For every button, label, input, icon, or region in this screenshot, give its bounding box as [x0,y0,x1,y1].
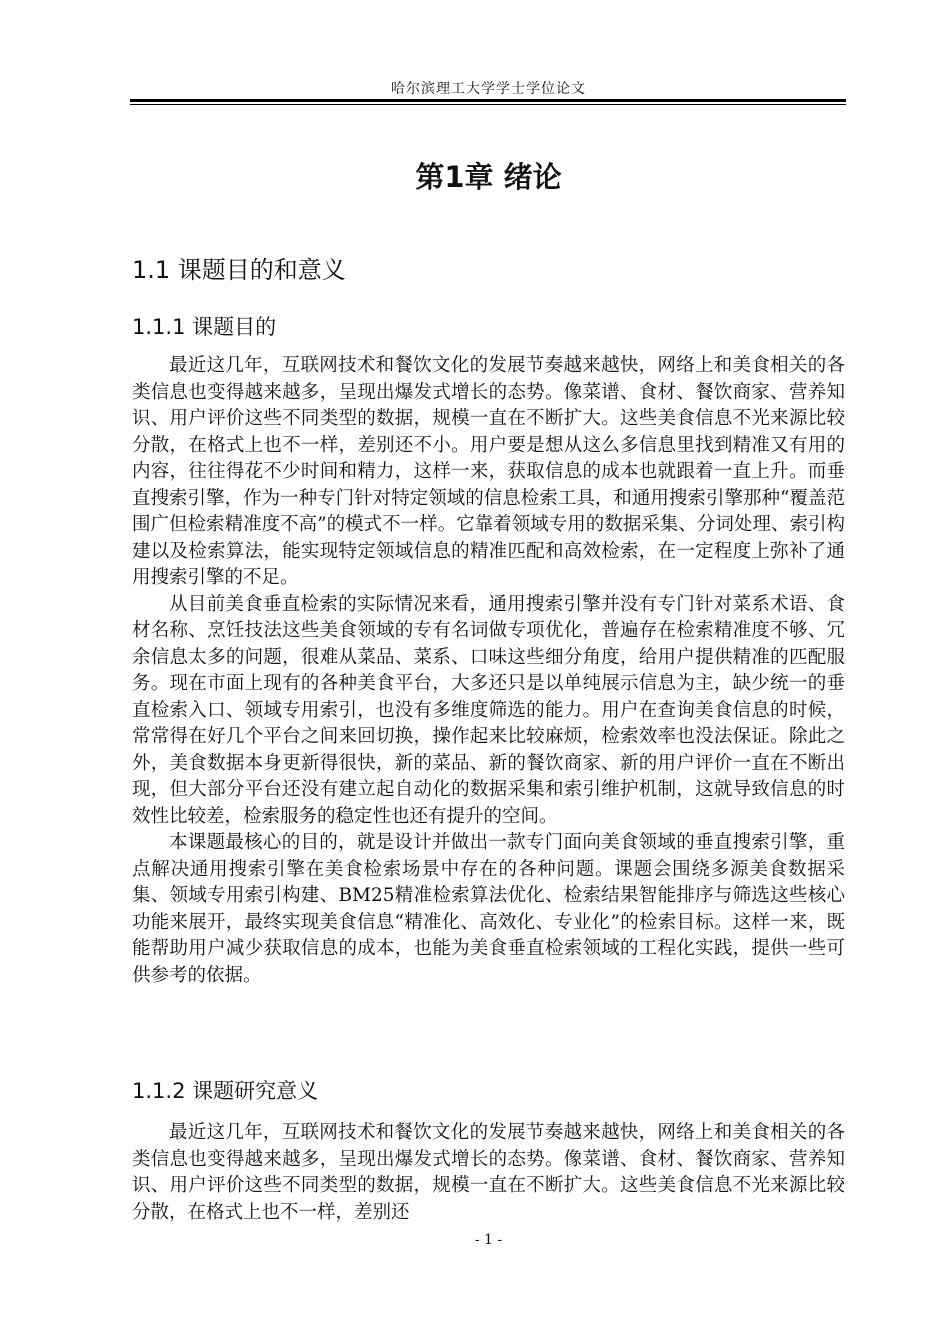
header-rule-thick [130,99,846,102]
page-number: - 1 - [474,1232,503,1248]
section-1-1-2-body [132,1120,845,1226]
paragraph: 最近这几年，互联网技术和餐饮文化的发展节奏越来越快，网络上和美食相关的各类信息也变得越来越多，呈现出爆发式增长的态势。像菜谱、食材、餐饮商家、营养知识、用户评价这些不同类型的数据，规模一直在不断扩大。这些美食信息不光来源比较分散，在格式上也不一样，差别还 [132,1122,845,1223]
paragraph: 从目前美食垂直检索的实际情况来看，通用搜索引擎并没有专门针对菜系术语、食材名称、烹饪技法这些美食领域的专有名词做专项优化，普遍存在检索精准度不够、冗余信息太多的问题，很难从菜品、菜系、口味这些细分角度，给用户提供精准的匹配服务。现在市面上现有的各种美食平台，大多还只是以单纯展示信息为主，缺少统一的垂直检索入口、领域专用索引，也没有多维度筛选的能力。用户在查询美食信息的时候，常常得在好几个平台之间来回切换，操作起来比较麻烦，检索效率也没法保证。除此之外，美食数据本身更新得很快，新的菜品、新的餐饮商家、新的用户评价一直在不断出现，但大部分平台还没有建立起自动化的数据采集和索引维护机制，这就导致信息的时效性比较差，检索服务的稳定性也还有提升的空间。 [132,593,845,827]
section-heading-1-1: 1.1 课题目的和意义 [132,256,346,284]
section-heading-1-1-1: 1.1.1 课题目的 [132,315,277,339]
chapter-title: 第1章 绪论 [415,160,562,194]
paragraph: 本课题最核心的目的，就是设计并做出一款专门面向美食领域的垂直搜索引擎，重点解决通用搜索引擎在美食检索场景中存在的各种问题。课题会围绕多源美食数据采集、领域专用索引构建、BM25精准检索算法优化、检索结果智能排序与筛选这些核心功能来展开，最终实现美食信息“精准化、高效化、专业化”的检索目标。这样一来，既能帮助用户减少获取信息的成本，也能为美食垂直检索领域的工程化实践，提供一些可供参考的依据。 [132,832,845,986]
header-rule-thin [130,104,846,105]
running-header: 哈尔滨理工大学学士学位论文 [391,81,586,97]
paragraph: 最近这几年，互联网技术和餐饮文化的发展节奏越来越快，网络上和美食相关的各类信息也变得越来越多，呈现出爆发式增长的态势。像菜谱、食材、餐饮商家、营养知识、用户评价这些不同类型的数据，规模一直在不断扩大。这些美食信息不光来源比较分散，在格式上也不一样，差别还不小。用户要是想从这么多信息里找到精准又有用的内容，往往得花不少时间和精力，这样一来，获取信息的成本也就跟着一直上升。而垂直搜索引擎，作为一种专门针对特定领域的信息检索工具，和通用搜索引擎那种“覆盖范围广但检索精准度不高”的模式不一样。它靠着领域专用的数据采集、分词处理、索引构建以及检索算法，能实现特定领域信息的精准匹配和高效检索，在一定程度上弥补了通用搜索引擎的不足。 [132,355,845,588]
section-1-1-1-body [132,353,845,989]
section-heading-1-1-2: 1.1.2 课题研究意义 [132,1079,319,1103]
